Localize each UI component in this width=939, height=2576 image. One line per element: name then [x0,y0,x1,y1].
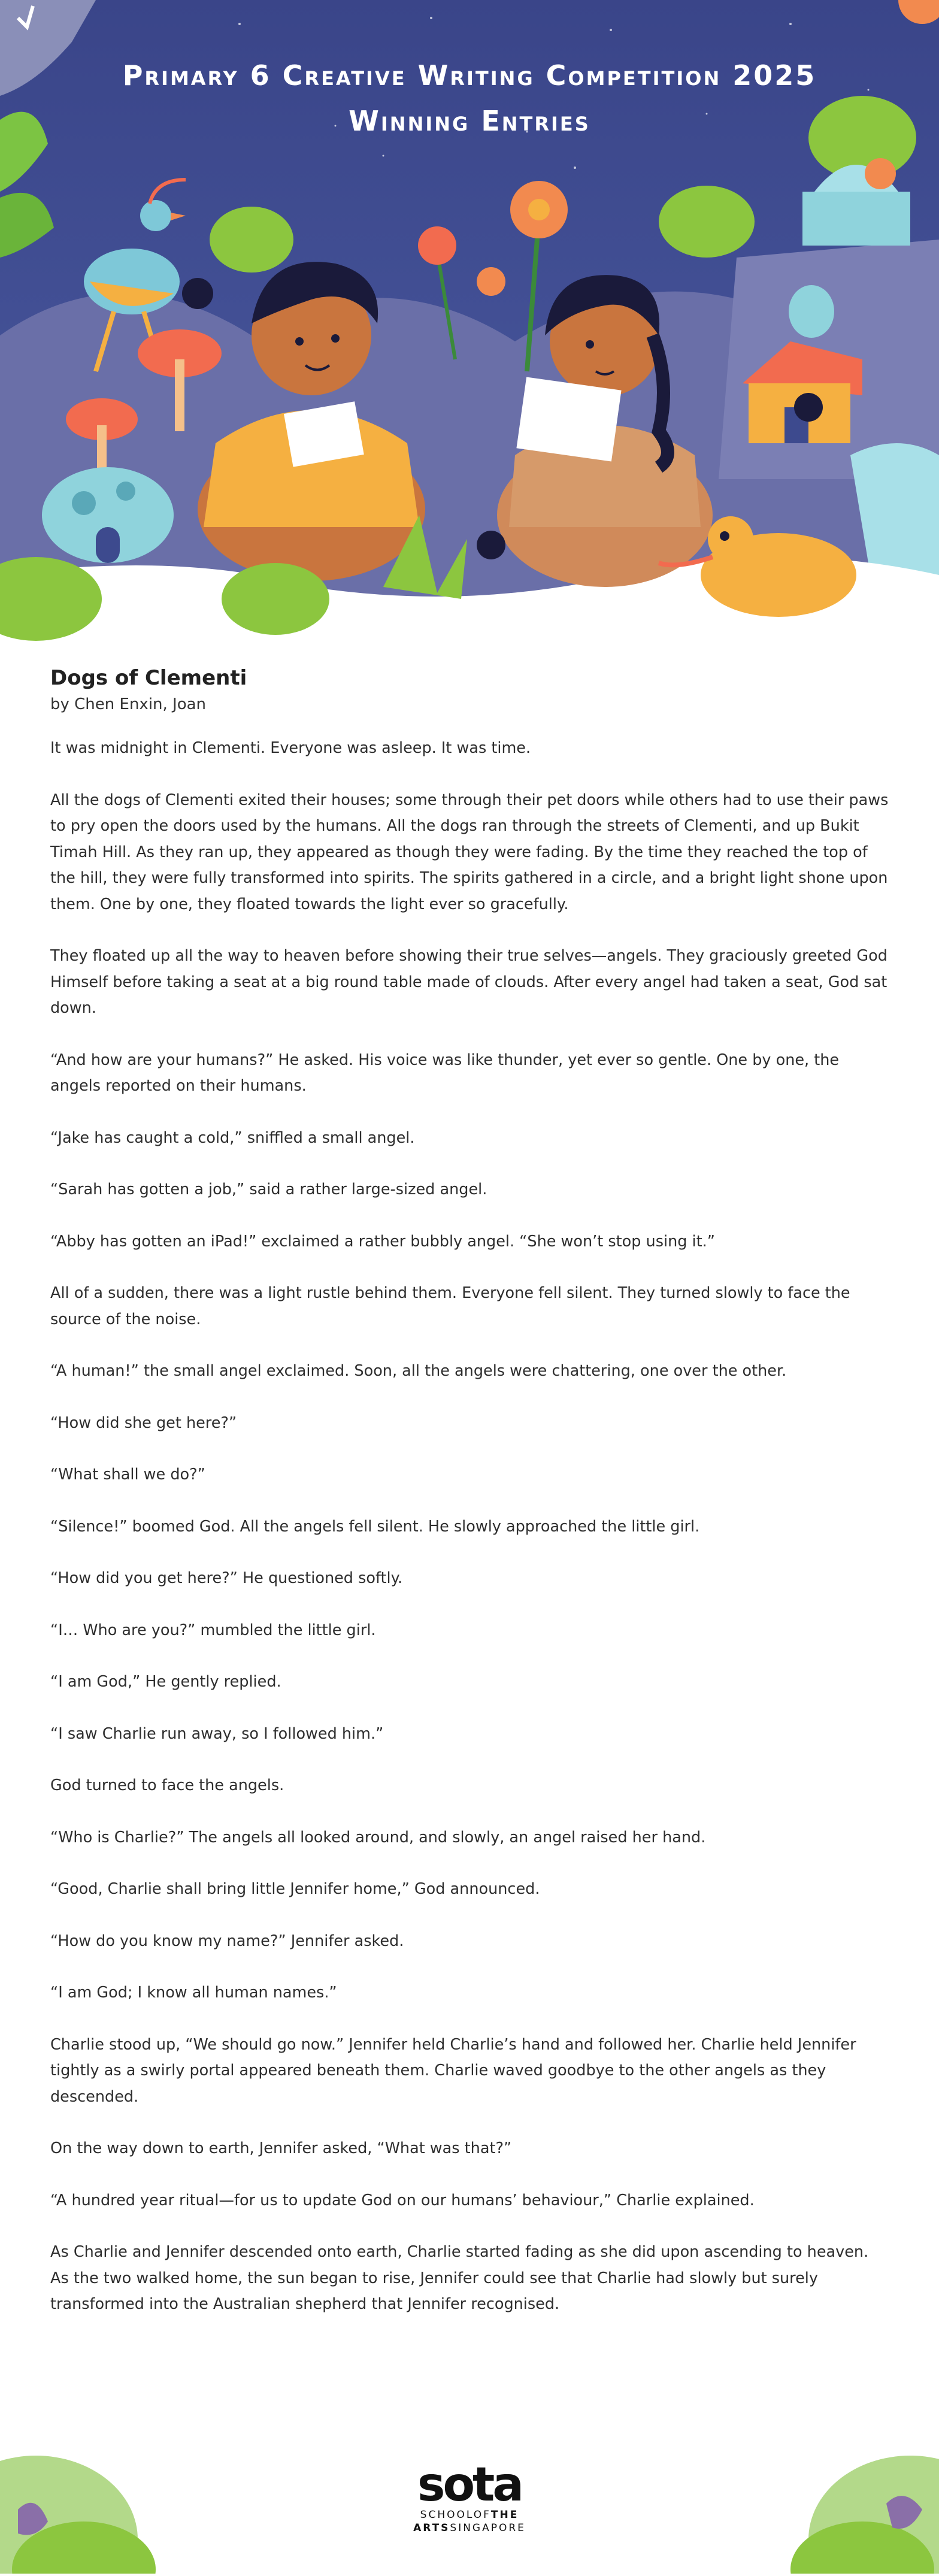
paragraph: “What shall we do?” [50,1466,205,1484]
paragraph: “How did she get here?” [50,1413,237,1432]
title-line-1: Primary 6 Creative Writing Competition 2025 [122,59,817,92]
story-byline: by Chen Enxin, Joan [50,695,207,713]
paragraph: All of a sudden, there was a light rustle behind them. Everyone fell silent. They turned slowly to face the source of the noise. [50,1284,850,1328]
title-line-2: Winning Entries [349,105,590,137]
hero-banner [0,0,939,653]
story-body [50,735,889,2318]
paragraph: “I… Who are you?” mumbled the little girl. [50,1621,376,1639]
paragraph: “And how are your humans?” He asked. His voice was like thunder, yet ever so gentle. One by one, the angels reported on their humans. [50,1051,840,1095]
paragraph: It was midnight in Clementi. Everyone was asleep. It was time. [50,739,531,757]
paragraph: “Abby has gotten an iPad!” exclaimed a rather bubbly angel. “She won’t stop using it.” [50,1232,715,1251]
paragraph: “How do you know my name?” Jennifer asked. [50,1932,404,1950]
logo-tagline: SCHOOLOFTHE ARTSSINGAPORE [413,2509,526,2534]
paragraph: “Jake has caught a cold,” sniffled a small angel. [50,1128,415,1147]
paragraph: “Who is Charlie?” The angels all looked around, and slowly, an angel raised her hand. [50,1828,706,1847]
mushroom-house [42,467,174,563]
paragraph: “A hundred year ritual—for us to update God on our humans’ behaviour,” Charlie explained. [50,2191,755,2209]
paragraph: They floated up all the way to heaven before showing their true selves—angels. They graciously greeted God Himself before taking a seat at a big round table made of clouds. After every angel had taken a seat, God sat down. [50,947,887,1017]
tree-canopy [210,207,293,273]
paragraph: “A human!” the small angel exclaimed. Soon, all the angels were chattering, one over the other. [50,1362,787,1380]
paragraph: All the dogs of Clementi exited their houses; some through their pet doors while others had to use their paws to pry open the doors used by the humans. All the dogs ran through the streets of Clementi, and up Bukit Timah Hill. As they ran up, they appeared as though they were fading. By the time they reached the top of the hill, they were fully transformed into spirits. The spirits gathered in a circle, and a bright light shone upon them. One by one, they floated towards the light ever so gracefully. [50,791,889,913]
paragraph: “I am God,” He gently replied. [50,1673,281,1691]
critter-illustration [794,393,823,422]
story-title: Dogs of Clementi [50,666,247,690]
paragraph: As Charlie and Jennifer descended onto earth, Charlie started fading as she did upon ascending to heaven. As the two walked home, the sun began to rise, Jennifer could see that Charlie had slowly but surely transformed into the Australian shepherd that Jennifer recognised. [50,2243,869,2313]
critter-illustration [477,531,505,559]
paragraph: “Silence!” boomed God. All the angels fell silent. He slowly approached the little girl. [50,1517,700,1536]
logo-wordmark: sota [417,2458,522,2512]
paragraph: On the way down to earth, Jennifer asked, “What was that?” [50,2139,512,2157]
paragraph: God turned to face the angels. [50,1776,284,1794]
paragraph: “How did you get here?” He questioned softly. [50,1569,403,1587]
paragraph: “Sarah has gotten a job,” said a rather large-sized angel. [50,1180,487,1198]
tree-canopy [659,186,755,258]
critter-illustration [182,278,213,309]
story-article [50,664,889,2344]
paragraph: “I am God; I know all human names.” [50,1984,337,2002]
creature-illustration [789,285,834,338]
paragraph: Charlie stood up, “We should go now.” Jennifer held Charlie’s hand and followed her. Charlie held Jennifer tightly as a swirly portal appeared beneath them. Charlie waved goodbye to the other angels as they descended. [50,2035,856,2106]
page-title [0,53,939,144]
sota-logo[interactable] [410,2458,529,2535]
paragraph: “I saw Charlie run away, so I followed him.” [50,1724,384,1743]
paragraph: “Good, Charlie shall bring little Jennifer home,” God announced. [50,1880,540,1898]
bush [222,563,329,635]
